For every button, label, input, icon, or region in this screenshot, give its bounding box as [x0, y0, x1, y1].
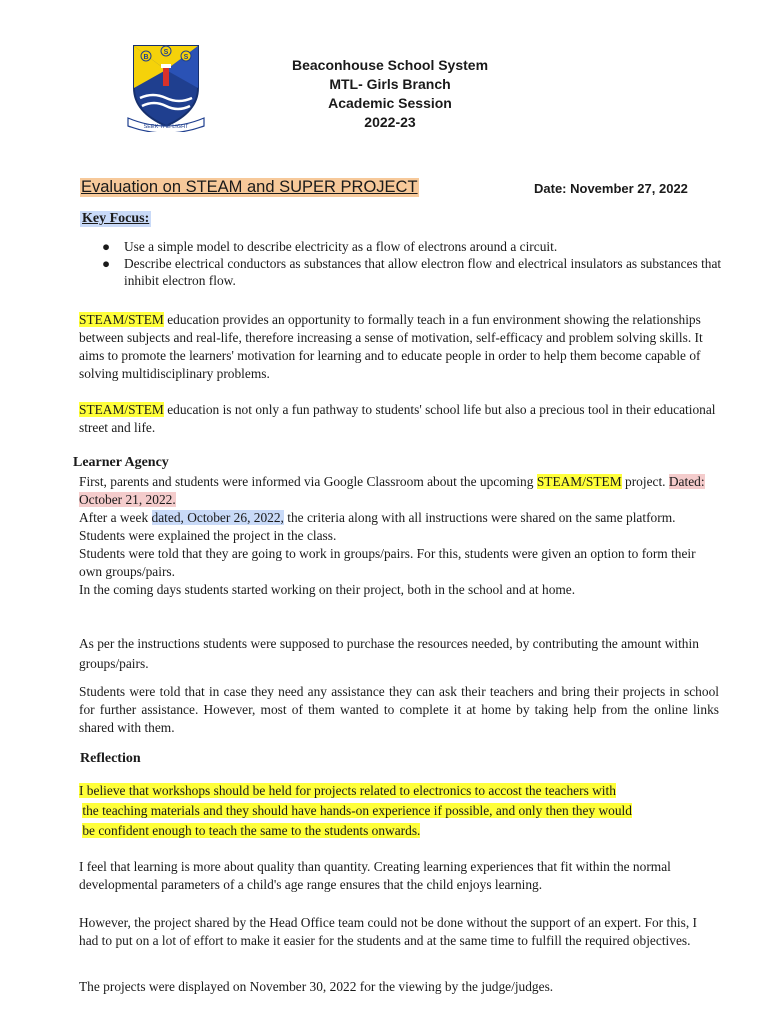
steam-highlight: STEAM/STEM [79, 312, 164, 327]
learning-paragraph: I feel that learning is more about quality than quantity. Creating learning experiences that fit within the normal developmental parameters of a child's age range ensures that the child enjoys learning. [79, 859, 671, 892]
branch-name: MTL- Girls Branch [329, 76, 451, 92]
school-name: Beaconhouse School System [291, 57, 489, 73]
document-date: Date: November 27, 2022 [534, 181, 688, 196]
school-crest-icon [120, 40, 212, 132]
list-item: ● Use a simple model to describe electricity as a flow of electrons around a circuit. [102, 239, 558, 254]
date-highlight: dated, October 26, 2022, [151, 510, 284, 525]
key-focus-heading: Key Focus: [82, 211, 150, 226]
bullet-icon: ● [102, 256, 111, 271]
resources-paragraph: As per the instructions students were supposed to purchase the resources needed, by contributing the amount within groups/pairs. [79, 636, 699, 671]
bullet-icon: ● [102, 239, 111, 254]
reflection-highlight-paragraph: I believe that workshops should be held for projects related to electronics to accost the teachers with the teaching materials and they should have hands-on experience if possible, and only then they would be confident enough to teach the same to the students onwards. [79, 783, 632, 838]
learner-agency-body: First, parents and students were informed via Google Classroom about the upcoming STEAM/STEM project. Dated: October 21, 2022. After a week dated, October 26, 2022, the criteria along with all instructions were shared on the same platform. Students were explained the project in the class. Students were told that they are going to work in groups/pairs. For this, students were given an option to form their own groups/pairs. In the coming days students started working on their project, both in the school and at home. [79, 474, 705, 597]
svg-text:SEEK THE LIGHT: SEEK THE LIGHT [143, 124, 189, 130]
svg-text:S: S [183, 54, 189, 61]
school-header [230, 56, 550, 132]
steam-paragraph-1: STEAM/STEM education provides an opportunity to formally teach in a fun environment showing the relationships between subjects and real-life, therefore increasing a sense of motivation, self-efficacy and problem solving skills. It aims to promote the learners' motivation for learning and to educate people in order to help them become capable of solving multidisciplinary problems. [79, 312, 703, 381]
steam-highlight: STEAM/STEM [79, 402, 164, 417]
document-title: Evaluation on STEAM and SUPER PROJECT [81, 178, 418, 196]
svg-text:S: S [163, 49, 169, 56]
date-highlight: Dated: October 21, 2022. [79, 474, 705, 507]
reflection-heading: Reflection [80, 751, 141, 766]
assistance-paragraph: Students were told that in case they need any assistance they can ask their teachers and bring their projects in school for further assistance. However, most of them wanted to complete it at home by taking help from the online links shared with them. [79, 684, 719, 735]
key-focus-list [80, 238, 754, 289]
session-year: 2022-23 [364, 114, 416, 130]
svg-text:B: B [143, 54, 149, 61]
display-paragraph: The projects were displayed on November 30, 2022 for the viewing by the judge/judges. [79, 979, 554, 994]
steam-paragraph-2: STEAM/STEM education is not only a fun pathway to students' school life but also a precious tool in their educational street and life. [79, 402, 716, 435]
list-item: ● Describe electrical conductors as substances that allow electron flow and electrical insulators as substances that inhibit electron flow. [102, 256, 722, 288]
steam-highlight: STEAM/STEM [536, 474, 622, 489]
head-office-paragraph: However, the project shared by the Head Office team could not be done without the support of an expert. For this, I had to put on a lot of effort to make it easier for the students and at the same time to fulfill the required objectives. [79, 915, 697, 948]
learner-agency-heading: Learner Agency [73, 455, 169, 470]
session-label: Academic Session [328, 95, 452, 111]
